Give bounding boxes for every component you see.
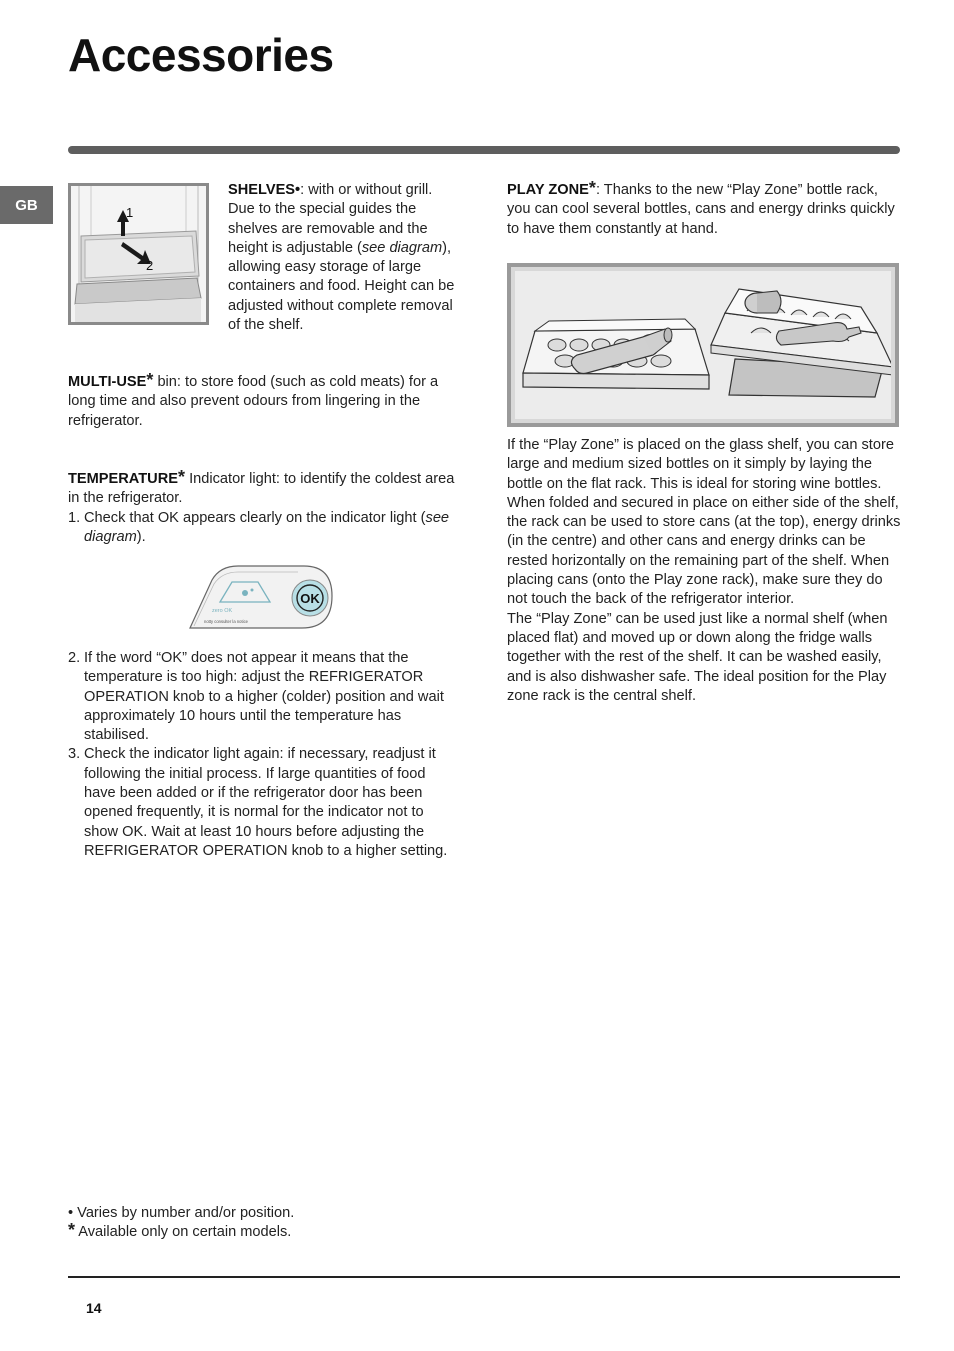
multi-use-mark: * xyxy=(146,370,154,390)
multi-use-text: bin: to store food (such as cold meats) for a long time and also prevent odours from lingering in the refrigerator. xyxy=(68,374,439,429)
temperature-steps xyxy=(68,509,456,548)
temperature-steps-continued xyxy=(68,649,456,861)
shelf-step-2-label: 2 xyxy=(146,258,154,273)
temperature-section xyxy=(68,467,456,547)
temperature-indicator-diagram xyxy=(186,560,336,634)
footer-divider xyxy=(68,1276,900,1278)
temperature-text: Indicator light: to identify the coldest area in the refrigerator. xyxy=(68,471,455,507)
play-zone-diagram xyxy=(507,263,899,427)
list-item: 3. Check the indicator light again: if necessary, readjust it following the initial process. If large quantities of food have been added or if the refrigerator door has been opened frequently, it is normal for the indicator not to show OK. Wait at least 10 hours before adjusting the REFRIGERATOR OPERATION knob to a higher setting. xyxy=(68,746,448,859)
temperature-mark: * xyxy=(178,467,186,487)
play-zone-mark: * xyxy=(588,178,596,198)
multi-use-heading: MULTI-USE xyxy=(68,374,147,390)
footnotes xyxy=(68,1204,468,1243)
shelves-diagram xyxy=(68,183,209,325)
multi-use-paragraph xyxy=(68,370,456,431)
ok-badge: OK xyxy=(300,591,320,606)
indicator-small-label: zero OK xyxy=(212,608,233,614)
list-item: 2. If the word “OK” does not appear it means that the temperature is too high: adjust the REFRIGERATOR OPERATION knob to a higher (colder) position and wait approximately 10 hours until the temperature has stabilised. xyxy=(68,650,444,744)
shelves-italic: see diagram xyxy=(361,239,443,256)
play-zone-para-2: The “Play Zone” can be used just like a normal shelf (when placed flat) and moved up or down along the fridge walls together with the rest of the shelf. It can be washed easily, and is also dishwasher safe. The ideal position for the Play zone rack is the central shelf. xyxy=(507,610,888,704)
play-zone-body xyxy=(507,436,901,706)
language-tab: GB xyxy=(0,186,53,224)
page-number: 14 xyxy=(86,1300,102,1316)
page-title: Accessories xyxy=(68,29,334,81)
shelves-mark: • xyxy=(295,182,301,198)
indicator-caption: notty consulter la notice xyxy=(204,619,248,624)
play-zone-intro xyxy=(507,178,901,239)
shelves-heading: SHELVES xyxy=(228,182,296,198)
shelf-step-1-label: 1 xyxy=(126,205,134,220)
shelves-text-2: ), allowing easy storage of large containers and food. Height can be adjusted without complete removal of the shelf. xyxy=(228,239,455,334)
shelves-paragraph xyxy=(228,181,460,335)
temperature-intro xyxy=(68,467,456,509)
footnote-star: * Available only on certain models. xyxy=(68,1220,292,1241)
play-zone-para-1: If the “Play Zone” is placed on the glass shelf, you can store large and medium sized bottles on it simply by laying the bottle on the flat rack. This is ideal for storing wine bottles. When folded and secured in place on either side of the shelf, the rack can be used to store cans (at the top), energy drinks (in the centre) and other cans and energy drinks can be rested horizontally on the remaining part of the shelf. When placing cans (onto the Play zone rack), make sure they do not touch the back of the refrigerator interior. xyxy=(507,437,901,608)
play-zone-heading: PLAY ZONE xyxy=(507,182,589,198)
play-zone-intro-text: : Thanks to the new “Play Zone” bottle rack, you can cool several bottles, cans and energy drinks quickly to have them constantly at hand. xyxy=(507,182,895,237)
footnote-dot: • Varies by number and/or position. xyxy=(68,1205,295,1221)
list-item: 1. Check that OK appears clearly on the indicator light (see diagram). xyxy=(68,509,450,545)
shelves-text-1: : with or without grill. Due to the special guides the shelves are removable and the height is adjustable ( xyxy=(228,182,433,256)
header-divider xyxy=(68,146,900,154)
temperature-heading: TEMPERATURE xyxy=(68,471,178,487)
